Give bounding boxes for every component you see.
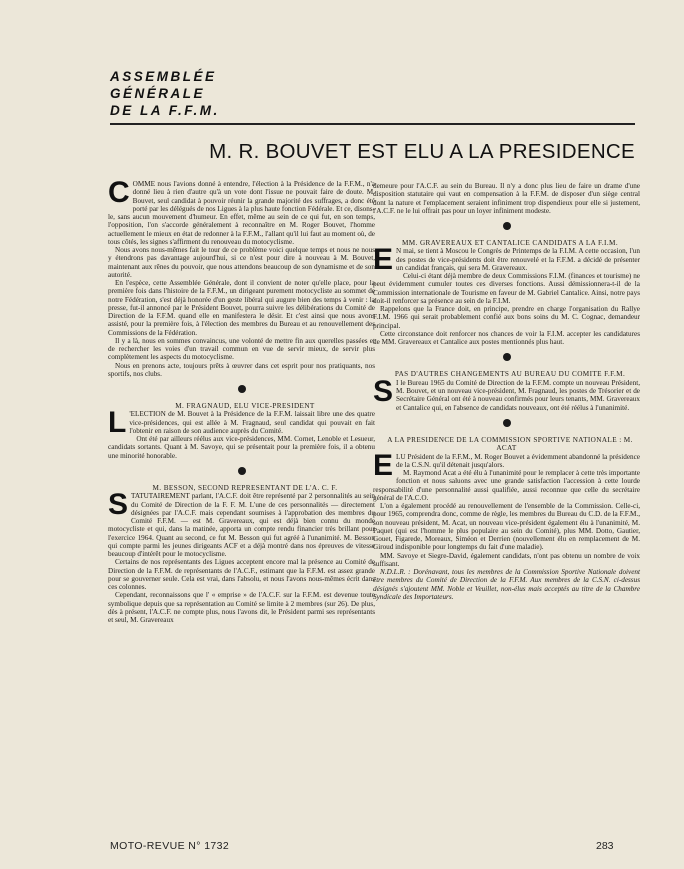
- paragraph: Nous avons nous-mêmes fait le tour de ce problème voici quelque temps et nous ne nous y étendrons pas davantage aujourd'hui, si ce n'est pour dire à nouveau à M. Bouvet, maintenant aux rênes du pouvoir, que nous attendons beaucoup de son dynamisme et de son autorité.: [108, 246, 375, 279]
- right-column: [373, 182, 640, 601]
- dropcap: L: [108, 406, 127, 440]
- kicker-line-2: GÉNÉRALE: [110, 86, 206, 101]
- section-lead: [108, 488, 375, 559]
- paragraph: L'on a également procédé au renouvellement de l'ensemble de la Commission. Celle-ci, pour 1965, comprendra donc, comme de règle, les membres du Bureau du C.D. de la F.F.M., son nouveau président, M. Acat, un nouveau vice-président également élu à l'unanimité, M. Paquet (qui est l'homme le plus populaire au sein du Comité), plus MM. Dotto, Gautier, Gouet, Figarede, Moreaux, Siméon et Derrien (nouvellement élu en remplacement de M. Giroud indisponible pour longtemps du fait d'une maladie).: [373, 502, 640, 552]
- section-bullet: [238, 467, 246, 475]
- dropcap: E: [373, 448, 394, 482]
- paragraph: Ont été par ailleurs réélus aux vice-présidences, MM. Cornet, Lenoble et Lesueur, candidats sortants. Quant à M. Savoye, qui se présentait pour la première fois, il a obtenu une minorité honorable.: [108, 435, 375, 460]
- section-text: TATUTAIREMENT parlant, l'A.C.F. doit être représenté par 2 personnalités au sein du Comité de Direction de la F. F. M. L'une de ces personnalités — directement désignées par l'A.C.F. mais cependant soumises à l'approbation des membres du Comité F.F.M. — est M. Gravereaux, qui est déjà bien connu du monde motocycliste et qui, dans la matinée, apporta un compte rendu financier très brillant pour l'exercice 1964. Quant au second, ce fut M. Besson qui fut agréé à l'unanimité. M. Besson qui compte parmi les jeunes dirigeants ACF et a déjà montré dans nos épreuves de vitesse beaucoup d'intérêt pour le motocyclisme.: [108, 492, 375, 559]
- kicker-line-1: ASSEMBLÉE: [110, 69, 217, 84]
- section-heading: MM. GRAVEREAUX ET CANTALICE CANDIDATS A LA F.I.M.: [401, 239, 619, 247]
- paragraph: MM. Savoye et Siegre-David, également candidats, n'ont pas obtenu un nombre de voix suffisant.: [373, 551, 640, 568]
- intro-paragraph: [108, 176, 375, 246]
- section-heading: M. FRAGNAUD, ELU VICE-PRESIDENT: [175, 402, 315, 410]
- continued-paragraph: demeure pour l'A.C.F. au sein du Bureau. Il n'y a donc plus lieu de faire un drame d'une disposition statutaire qui vaut en compensation à la F.F.M. de disposer d'un siège central dont la nature et l'emplacement seraient infiniment trop dispendieux pour elle si justement, l'A.C.F. ne le lui offrait pas pour un loyer infiniment modeste.: [373, 182, 640, 215]
- section-text: LU Président de la F.F.M., M. Roger Bouvet a évidemment abandonné la présidence de la C.S.N. qu'il détenait jusqu'alors.: [396, 452, 640, 469]
- paragraph: Cependant, reconnaissons que l' « emprise » de l'A.C.F. sur la F.F.M. est devenue toute symbolique depuis que sa représentation au Comité se limite à 2 membres (sur 26). De plus, dès à présent, l'A.C.F. ne compte plus, nous l'avons dit, le Président parmi ses représentants et seul, M. Gravereaux: [108, 591, 375, 625]
- headline: M. R. BOUVET EST ELU A LA PRESIDENCE: [209, 140, 635, 163]
- paragraph: Cette circonstance doit renforcer nos chances de voir la F.I.M. accepter les candidatures de MM. Gravereaux et Cantalice aux postes mentionnés plus haut.: [373, 329, 640, 347]
- paragraph: Rappelons que la France doit, en principe, prendre en charge l'organisation du Rallye F.I.M. 1966 qui serait probablement confié aux bons soins du M. C. Cognac, demandeur principal.: [373, 305, 640, 330]
- section-heading: M. BESSON, SECOND REPRESENTANT DE L'A. C. F.: [152, 483, 338, 492]
- left-column: [108, 176, 375, 625]
- dropcap: S: [108, 488, 129, 522]
- section-heading: A LA PRESIDENCE DE LA COMMISSION SPORTIVE NATIONALE : M. ACAT: [387, 435, 633, 453]
- paragraph: Nous en prenons acte, toujours prêts à œuvrer dans cet esprit pour nos pratiquants, nos sportifs, nos clubs.: [108, 361, 375, 378]
- paragraph: Celui-ci étant déjà membre de deux Commissions F.I.M. (finances et tourisme) ne peut évidemment cumuler toutes ces diverses fonctions. Aussi démissionnera-t-il de la Commission internationale de Tourisme en faveur de M. Gabriel Cantalice. Ainsi, notre pays doit-il renforcer sa présence au sein de la F.I.M.: [373, 272, 640, 305]
- intro-text: OMME nous l'avions donné à entendre, l'élection à la Présidence de la F.F.M., n'a donné lieu à rien d'autre qu'à un vote dont l'issue ne pouvait faire de doute. M. Bouvet, seul candidat à pouvoir réunir la grande majorité des suffrages, a donc été porté par les délégués de nos Ligues à la plus haute fonction Fédérale. Et ce, disons-le, sans aucun mouvement d'humeur. En effet, même au sein de ce qui fut, en son temps, l'opposition, l'on s'accorde généralement à reconnaître en M. Roger Bouvet, l'homme actuellement le mieux en état de redonner à la F.F.M., l'allant qu'il lui faut au moment où, de tous côtés, les signes s'affirment du renouveau du motocyclisme.: [108, 180, 375, 246]
- section-text: 'ELECTION de M. Bouvet à la Présidence de la F.F.M. laissait libre une des quatre vice-présidences, qui est allée à M. Fragnaud, seul candidat qui pouvait en fait l'obtenir en raison de son audience auprès du Comité.: [129, 410, 375, 435]
- dropcap: S: [373, 374, 394, 408]
- section-bullet: [503, 419, 511, 427]
- paragraph: Certains de nos représentants des Ligues acceptent encore mal la présence au Comité de Direction de la F.F.M. de représentants de l'A.C.F., estimant que la F.F.M. est assez grande pour se gouverner seule. Cela est vrai, dans l'absolu, et nous l'avons nous-mêmes écrit dans ces colonnes.: [108, 558, 375, 592]
- section-heading: PAS D'AUTRES CHANGEMENTS AU BUREAU DU COMITE F.F.M.: [394, 370, 626, 379]
- paragraph: En l'espèce, cette Assemblée Générale, dont il convient de noter qu'elle place, pour la première fois dans l'histoire de la F.F.M., un dirigeant purement motocycliste au sommet de notre Fédération, s'est déjà honorée d'un geste libéral qui augure bien des temps à venir : la presse, fut-il annoncé par le Président Bouvet, pourra suivre les délibérations du Comité de Direction de la F.F.M. quand elle en manifestera le désir. Et c'est ainsi que nous avons assisté, pour la première fois, à l'élection des membres du Bureau et au renouvellement des Commissions de la Fédération.: [108, 279, 375, 337]
- section-text: I le Bureau 1965 du Comité de Direction de la F.F.M. compte un nouveau Président, M. Bouvet, et un nouveau vice-président, M. Fragnaud, les postes de Trésorier et de Secrétaire Général ont été à nouveau confirmés pour leurs tenants, MM. Gravereaux et Cantalice qui, en l'absence de candidats nouveaux, ont été réélus à l'unanimité.: [396, 378, 640, 412]
- section-bullet: [503, 353, 511, 361]
- section-kicker: [110, 68, 260, 119]
- kicker-line-3: DE LA F.F.M.: [110, 103, 220, 118]
- section-text: N mai, se tient à Moscou le Congrès de Printemps de la F.I.M. A cette occasion, l'un des postes de vice-présidents doit être renouvelé et la F.F.M. a décidé de présenter un candidat français, qui sera M. Gravereaux.: [396, 247, 640, 272]
- dropcap: E: [373, 243, 394, 277]
- section-bullet: [503, 222, 511, 230]
- paragraph: Il y a là, nous en sommes convaincus, une volonté de mettre fin aux querelles passées et de rechercher les voies d'un travail commun en vue de servir mieux, de servir plus complètement les aspects du motocyclisme.: [108, 336, 375, 362]
- editor-note: N.D.L.R. : Dorénavant, tous les membres de la Commission Sportive Nationale doivent être membres du Comité de Direction de la F.F.M. Aux membres de la C.S.N. ci-dessus désignés s'ajoutent MM. Noble et Veuillet, non-élus mais acceptés au titre de la Chambre Syndicale des Importateurs.: [373, 568, 640, 601]
- headline-rule: [110, 123, 635, 125]
- magazine-issue: MOTO-REVUE N° 1732: [110, 840, 230, 852]
- section-bullet: [238, 385, 246, 393]
- page-number: 283: [596, 840, 614, 852]
- section-lead: [373, 448, 640, 482]
- dropcap: C: [108, 176, 130, 209]
- paragraph: M. Raymond Acat a été élu à l'unanimité pour le remplacer à cette très importante fonction et nous saluons avec une grande satisfaction l'accession à cette lourde responsabilité d'une personnalité aussi qualifiée, aussi reconnue que celle du secrétaire général de l'A.C.O.: [373, 469, 640, 502]
